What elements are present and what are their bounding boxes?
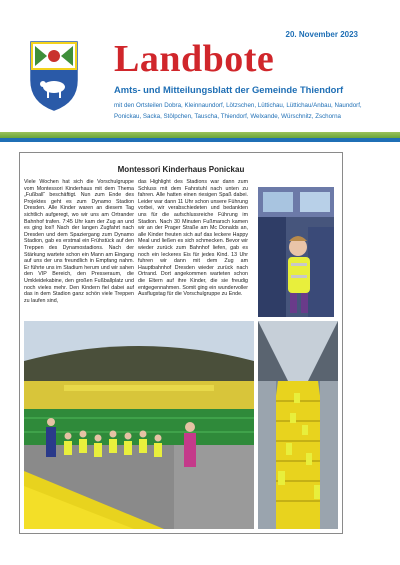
article-title: Montessori Kinderhaus Ponickau (117, 165, 245, 174)
coat-of-arms-icon (29, 40, 79, 112)
village-list: mit den Ortsteilen Dobra, Kleinnaundorf, Lötzschen, Lüttichau, Lüttichau/Anbau, Naundorf, Ponickau, Sacka, Stölpchen, Tauscha, Thiendorf, Welxande, Würschnitz, Zschorna (114, 102, 362, 120)
newspaper-subtitle: Amts- und Mitteilungsblatt der Gemeinde Thiendorf (114, 84, 344, 95)
train-photo (258, 187, 334, 317)
article-column-1: Viele Wochen hat sich die Vorschulgruppe vom Montessori Kinderhaus mit dem Thema „Fußball“ beschäftigt. Nun zum Ende des Projektes geht es zum Dynamo Stadion Dresden. Alle Kinder waren an diesem Tag sichtlich aufgeregt, wo wir uns am Ortrander Bahnhof trafen. 7:45 Uhr kam der Zug an und es ging los!! Nach der langen Zugfahrt nach Dresden und dem Spaziergang zum Dynamo Stadion, gab es erstmal ein Frühstück auf den Treppen des Dynamostadions. Nach der Stärkung wartete schon ein Mann am Eingang auf uns der uns freundlich in Empfang nahm. Er führte uns im Stadium herum und wir sahen den VIP Bereich, den Presseraum, die Umkleidekabine, den großen Fußballplatz und noch vieles mehr. Den Kindern fiel dabei auf das in dem Stadion ganz schön viele Treppen zu laufen sind, (24, 179, 134, 304)
stadium-group-photo (24, 321, 254, 529)
header-blue-band (0, 138, 400, 142)
article-box (19, 152, 343, 534)
masthead (0, 0, 400, 140)
issue-date: 20. November 2023 (285, 30, 358, 39)
article-column-2: das Highlight des Stadions war dann zum Schluss mit dem Fahrstuhl nach unten zu fahren. Alle hatten einen riesigen Spaß dabei. Leider war dann 11 Uhr schon unsere Führung vorbei, wir verabschiedeten und bedankten uns für die aufschlussreiche Führung im Stadion. Nach 30 Minuten Fußmarsch kamen wir an der Prager Straße am Mc Donalds an, alle Kinder freuten sich auf das leckere Happy Meal und ließen es sich schmecken. Bevor wir wieder zurück zum Bahnhof liefen, gab es noch ein leckeres Eis für jedes Kind. 13 Uhr fuhren wir dann mit dem Zug am Hauptbahnhof Dresden wieder zurück nach Ortrand. Dort angekommen warteten schon die Eltern auf ihre Kinder, die sie freudig entgegennahmen. Somit ging ein wundervoller Ausflugstag für die Vorschulgruppe zu Ende. (138, 179, 248, 298)
stadium-stairs-photo (258, 321, 338, 529)
newspaper-title: Landbote (114, 38, 275, 80)
